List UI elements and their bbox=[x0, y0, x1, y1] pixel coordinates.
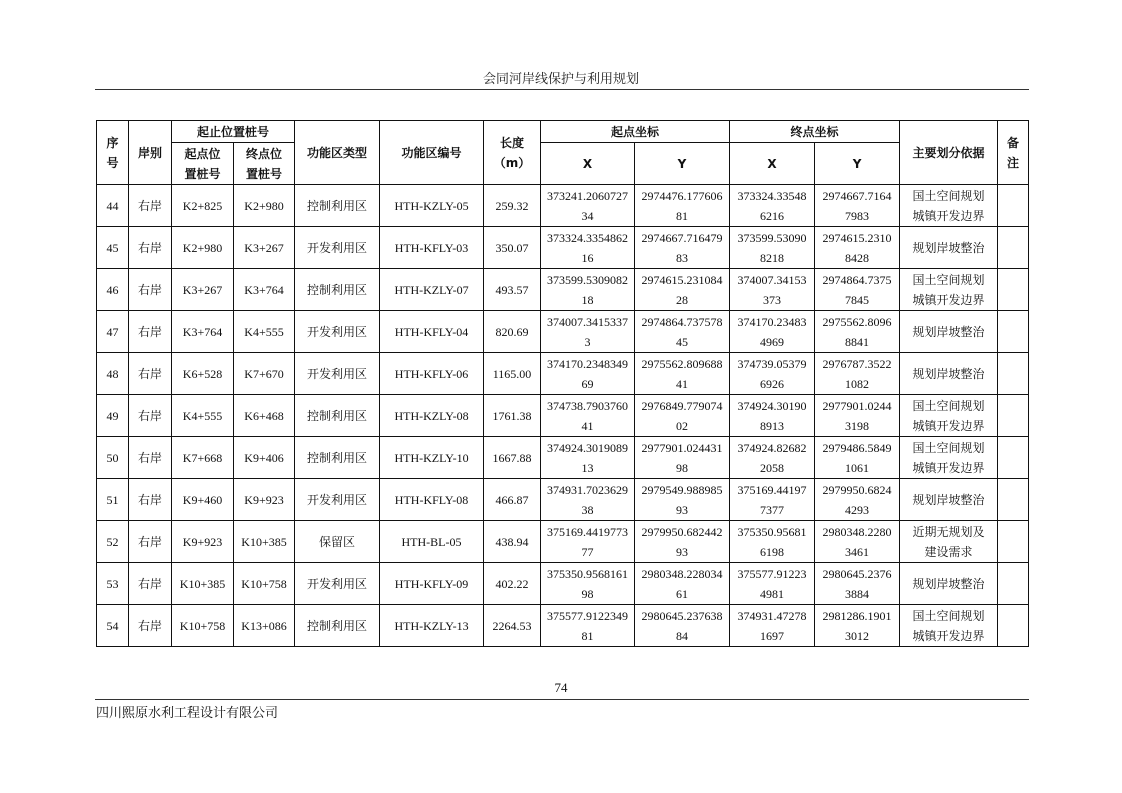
cell-end-stake: K9+406 bbox=[234, 437, 295, 479]
header-divider bbox=[95, 89, 1029, 90]
cell-start-y: 2975562.80968841 bbox=[635, 353, 730, 395]
cell-start-y: 2974667.71647983 bbox=[635, 227, 730, 269]
header-bank: 岸别 bbox=[129, 121, 172, 185]
cell-remark bbox=[998, 227, 1029, 269]
header-length: 长度（m） bbox=[484, 121, 541, 185]
table-row bbox=[97, 437, 1029, 479]
cell-bank: 右岸 bbox=[129, 563, 172, 605]
cell-end-stake: K7+670 bbox=[234, 353, 295, 395]
cell-length: 2264.53 bbox=[484, 605, 541, 647]
cell-end-y: 2979950.68244293 bbox=[815, 479, 900, 521]
cell-start-stake: K9+460 bbox=[172, 479, 234, 521]
cell-length: 1165.00 bbox=[484, 353, 541, 395]
header-end-stake: 终点位置桩号 bbox=[234, 143, 295, 185]
cell-end-x: 374924.826822058 bbox=[730, 437, 815, 479]
cell-start-x: 373599.530908218 bbox=[541, 269, 635, 311]
cell-end-x: 374739.053796926 bbox=[730, 353, 815, 395]
cell-start-stake: K2+980 bbox=[172, 227, 234, 269]
cell-basis: 近期无规划及建设需求 bbox=[900, 521, 998, 563]
cell-zone-code: HTH-BL-05 bbox=[380, 521, 484, 563]
cell-end-x: 375577.912234981 bbox=[730, 563, 815, 605]
cell-start-y: 2980348.22803461 bbox=[635, 563, 730, 605]
cell-zone-type: 控制利用区 bbox=[295, 269, 380, 311]
cell-start-x: 374924.301908913 bbox=[541, 437, 635, 479]
cell-length: 438.94 bbox=[484, 521, 541, 563]
cell-start-y: 2974864.73757845 bbox=[635, 311, 730, 353]
cell-remark bbox=[998, 437, 1029, 479]
cell-end-y: 2974615.23108428 bbox=[815, 227, 900, 269]
cell-remark bbox=[998, 605, 1029, 647]
cell-remark bbox=[998, 563, 1029, 605]
cell-end-x: 375169.441977377 bbox=[730, 479, 815, 521]
cell-zone-code: HTH-KZLY-08 bbox=[380, 395, 484, 437]
shoreline-zone-table bbox=[96, 120, 1029, 647]
cell-seq: 54 bbox=[97, 605, 129, 647]
cell-start-y: 2979950.68244293 bbox=[635, 521, 730, 563]
table-row bbox=[97, 563, 1029, 605]
cell-zone-type: 控制利用区 bbox=[295, 395, 380, 437]
page-number: 74 bbox=[554, 680, 568, 695]
header-end-y: Y bbox=[815, 143, 900, 185]
cell-start-stake: K7+668 bbox=[172, 437, 234, 479]
cell-bank: 右岸 bbox=[129, 311, 172, 353]
cell-end-y: 2981286.19013012 bbox=[815, 605, 900, 647]
cell-end-stake: K6+468 bbox=[234, 395, 295, 437]
cell-start-x: 375169.441977377 bbox=[541, 521, 635, 563]
cell-end-x: 374924.301908913 bbox=[730, 395, 815, 437]
cell-start-x: 374738.790376041 bbox=[541, 395, 635, 437]
table-body bbox=[97, 185, 1029, 647]
cell-start-stake: K6+528 bbox=[172, 353, 234, 395]
cell-zone-type: 控制利用区 bbox=[295, 185, 380, 227]
table-row bbox=[97, 311, 1029, 353]
cell-end-y: 2975562.80968841 bbox=[815, 311, 900, 353]
cell-start-x: 373324.335486216 bbox=[541, 227, 635, 269]
cell-length: 493.57 bbox=[484, 269, 541, 311]
cell-end-stake: K10+758 bbox=[234, 563, 295, 605]
table-row bbox=[97, 185, 1029, 227]
table-row bbox=[97, 605, 1029, 647]
cell-end-y: 2976787.35221082 bbox=[815, 353, 900, 395]
cell-length: 1761.38 bbox=[484, 395, 541, 437]
cell-start-y: 2974615.23108428 bbox=[635, 269, 730, 311]
cell-zone-code: HTH-KZLY-13 bbox=[380, 605, 484, 647]
cell-start-x: 373241.206072734 bbox=[541, 185, 635, 227]
cell-remark bbox=[998, 395, 1029, 437]
cell-bank: 右岸 bbox=[129, 227, 172, 269]
cell-zone-code: HTH-KFLY-04 bbox=[380, 311, 484, 353]
cell-end-y: 2974864.73757845 bbox=[815, 269, 900, 311]
cell-length: 402.22 bbox=[484, 563, 541, 605]
cell-start-stake: K9+923 bbox=[172, 521, 234, 563]
table-row bbox=[97, 227, 1029, 269]
header-end-coord: 终点坐标 bbox=[730, 121, 900, 143]
table-row bbox=[97, 269, 1029, 311]
cell-seq: 52 bbox=[97, 521, 129, 563]
cell-bank: 右岸 bbox=[129, 521, 172, 563]
cell-length: 259.32 bbox=[484, 185, 541, 227]
cell-basis: 国土空间规划城镇开发边界 bbox=[900, 269, 998, 311]
cell-bank: 右岸 bbox=[129, 395, 172, 437]
cell-bank: 右岸 bbox=[129, 437, 172, 479]
cell-zone-type: 控制利用区 bbox=[295, 605, 380, 647]
cell-bank: 右岸 bbox=[129, 605, 172, 647]
cell-end-x: 373324.335486216 bbox=[730, 185, 815, 227]
cell-start-stake: K4+555 bbox=[172, 395, 234, 437]
cell-bank: 右岸 bbox=[129, 185, 172, 227]
cell-end-y: 2980645.23763884 bbox=[815, 563, 900, 605]
cell-start-stake: K10+758 bbox=[172, 605, 234, 647]
cell-start-stake: K2+825 bbox=[172, 185, 234, 227]
cell-start-x: 375577.912234981 bbox=[541, 605, 635, 647]
cell-basis: 国土空间规划城镇开发边界 bbox=[900, 437, 998, 479]
cell-seq: 49 bbox=[97, 395, 129, 437]
table-row bbox=[97, 395, 1029, 437]
cell-bank: 右岸 bbox=[129, 269, 172, 311]
cell-seq: 45 bbox=[97, 227, 129, 269]
cell-end-x: 373599.530908218 bbox=[730, 227, 815, 269]
cell-end-stake: K10+385 bbox=[234, 521, 295, 563]
cell-seq: 48 bbox=[97, 353, 129, 395]
cell-basis: 规划岸坡整治 bbox=[900, 563, 998, 605]
cell-end-stake: K2+980 bbox=[234, 185, 295, 227]
header-remark: 备注 bbox=[998, 121, 1029, 185]
document-header-title: 会同河岸线保护与利用规划 bbox=[482, 72, 639, 87]
cell-remark bbox=[998, 353, 1029, 395]
cell-start-x: 375350.956816198 bbox=[541, 563, 635, 605]
cell-zone-code: HTH-KFLY-06 bbox=[380, 353, 484, 395]
cell-start-x: 374931.702362938 bbox=[541, 479, 635, 521]
cell-seq: 46 bbox=[97, 269, 129, 311]
cell-start-y: 2976849.77907402 bbox=[635, 395, 730, 437]
cell-start-y: 2977901.02443198 bbox=[635, 437, 730, 479]
cell-end-stake: K4+555 bbox=[234, 311, 295, 353]
cell-remark bbox=[998, 269, 1029, 311]
cell-end-stake: K3+764 bbox=[234, 269, 295, 311]
header-start-y: Y bbox=[635, 143, 730, 185]
cell-start-stake: K10+385 bbox=[172, 563, 234, 605]
cell-zone-type: 开发利用区 bbox=[295, 311, 380, 353]
cell-start-stake: K3+267 bbox=[172, 269, 234, 311]
cell-start-stake: K3+764 bbox=[172, 311, 234, 353]
cell-remark bbox=[998, 185, 1029, 227]
header-basis: 主要划分依据 bbox=[900, 121, 998, 185]
cell-end-x: 374007.34153373 bbox=[730, 269, 815, 311]
cell-length: 466.87 bbox=[484, 479, 541, 521]
cell-zone-type: 开发利用区 bbox=[295, 353, 380, 395]
header-stake-group: 起止位置桩号 bbox=[172, 121, 295, 143]
cell-seq: 51 bbox=[97, 479, 129, 521]
cell-zone-code: HTH-KFLY-03 bbox=[380, 227, 484, 269]
cell-basis: 国土空间规划城镇开发边界 bbox=[900, 185, 998, 227]
cell-end-x: 374170.234834969 bbox=[730, 311, 815, 353]
header-end-x: X bbox=[730, 143, 815, 185]
header-zone-code: 功能区编号 bbox=[380, 121, 484, 185]
cell-remark bbox=[998, 311, 1029, 353]
cell-end-stake: K9+923 bbox=[234, 479, 295, 521]
table-row bbox=[97, 353, 1029, 395]
cell-end-y: 2979486.58491061 bbox=[815, 437, 900, 479]
cell-remark bbox=[998, 521, 1029, 563]
cell-basis: 国土空间规划城镇开发边界 bbox=[900, 605, 998, 647]
cell-bank: 右岸 bbox=[129, 479, 172, 521]
footer-company-name: 四川熙原水利工程设计有限公司 bbox=[96, 706, 279, 721]
cell-zone-type: 开发利用区 bbox=[295, 479, 380, 521]
cell-basis: 规划岸坡整治 bbox=[900, 479, 998, 521]
cell-seq: 47 bbox=[97, 311, 129, 353]
cell-end-stake: K13+086 bbox=[234, 605, 295, 647]
cell-end-x: 375350.956816198 bbox=[730, 521, 815, 563]
cell-seq: 50 bbox=[97, 437, 129, 479]
cell-zone-code: HTH-KZLY-05 bbox=[380, 185, 484, 227]
cell-length: 820.69 bbox=[484, 311, 541, 353]
cell-basis: 规划岸坡整治 bbox=[900, 353, 998, 395]
cell-start-y: 2974476.17760681 bbox=[635, 185, 730, 227]
footer-divider bbox=[95, 699, 1029, 700]
cell-zone-code: HTH-KFLY-08 bbox=[380, 479, 484, 521]
cell-start-x: 374170.234834969 bbox=[541, 353, 635, 395]
cell-basis: 规划岸坡整治 bbox=[900, 311, 998, 353]
cell-remark bbox=[998, 479, 1029, 521]
cell-basis: 规划岸坡整治 bbox=[900, 227, 998, 269]
cell-end-x: 374931.472781697 bbox=[730, 605, 815, 647]
cell-end-y: 2974667.71647983 bbox=[815, 185, 900, 227]
cell-zone-type: 保留区 bbox=[295, 521, 380, 563]
cell-zone-code: HTH-KZLY-10 bbox=[380, 437, 484, 479]
header-seq: 序号 bbox=[97, 121, 129, 185]
cell-bank: 右岸 bbox=[129, 353, 172, 395]
cell-zone-type: 控制利用区 bbox=[295, 437, 380, 479]
cell-end-y: 2977901.02443198 bbox=[815, 395, 900, 437]
table-row bbox=[97, 521, 1029, 563]
cell-start-y: 2979549.98898593 bbox=[635, 479, 730, 521]
cell-zone-code: HTH-KFLY-09 bbox=[380, 563, 484, 605]
header-zone-type: 功能区类型 bbox=[295, 121, 380, 185]
header-start-x: X bbox=[541, 143, 635, 185]
cell-zone-code: HTH-KZLY-07 bbox=[380, 269, 484, 311]
cell-zone-type: 开发利用区 bbox=[295, 563, 380, 605]
cell-start-x: 374007.34153373 bbox=[541, 311, 635, 353]
cell-end-y: 2980348.22803461 bbox=[815, 521, 900, 563]
cell-start-y: 2980645.23763884 bbox=[635, 605, 730, 647]
cell-length: 1667.88 bbox=[484, 437, 541, 479]
header-start-stake: 起点位置桩号 bbox=[172, 143, 234, 185]
table-row bbox=[97, 479, 1029, 521]
cell-seq: 44 bbox=[97, 185, 129, 227]
cell-zone-type: 开发利用区 bbox=[295, 227, 380, 269]
cell-seq: 53 bbox=[97, 563, 129, 605]
cell-basis: 国土空间规划城镇开发边界 bbox=[900, 395, 998, 437]
cell-length: 350.07 bbox=[484, 227, 541, 269]
header-start-coord: 起点坐标 bbox=[541, 121, 730, 143]
cell-end-stake: K3+267 bbox=[234, 227, 295, 269]
